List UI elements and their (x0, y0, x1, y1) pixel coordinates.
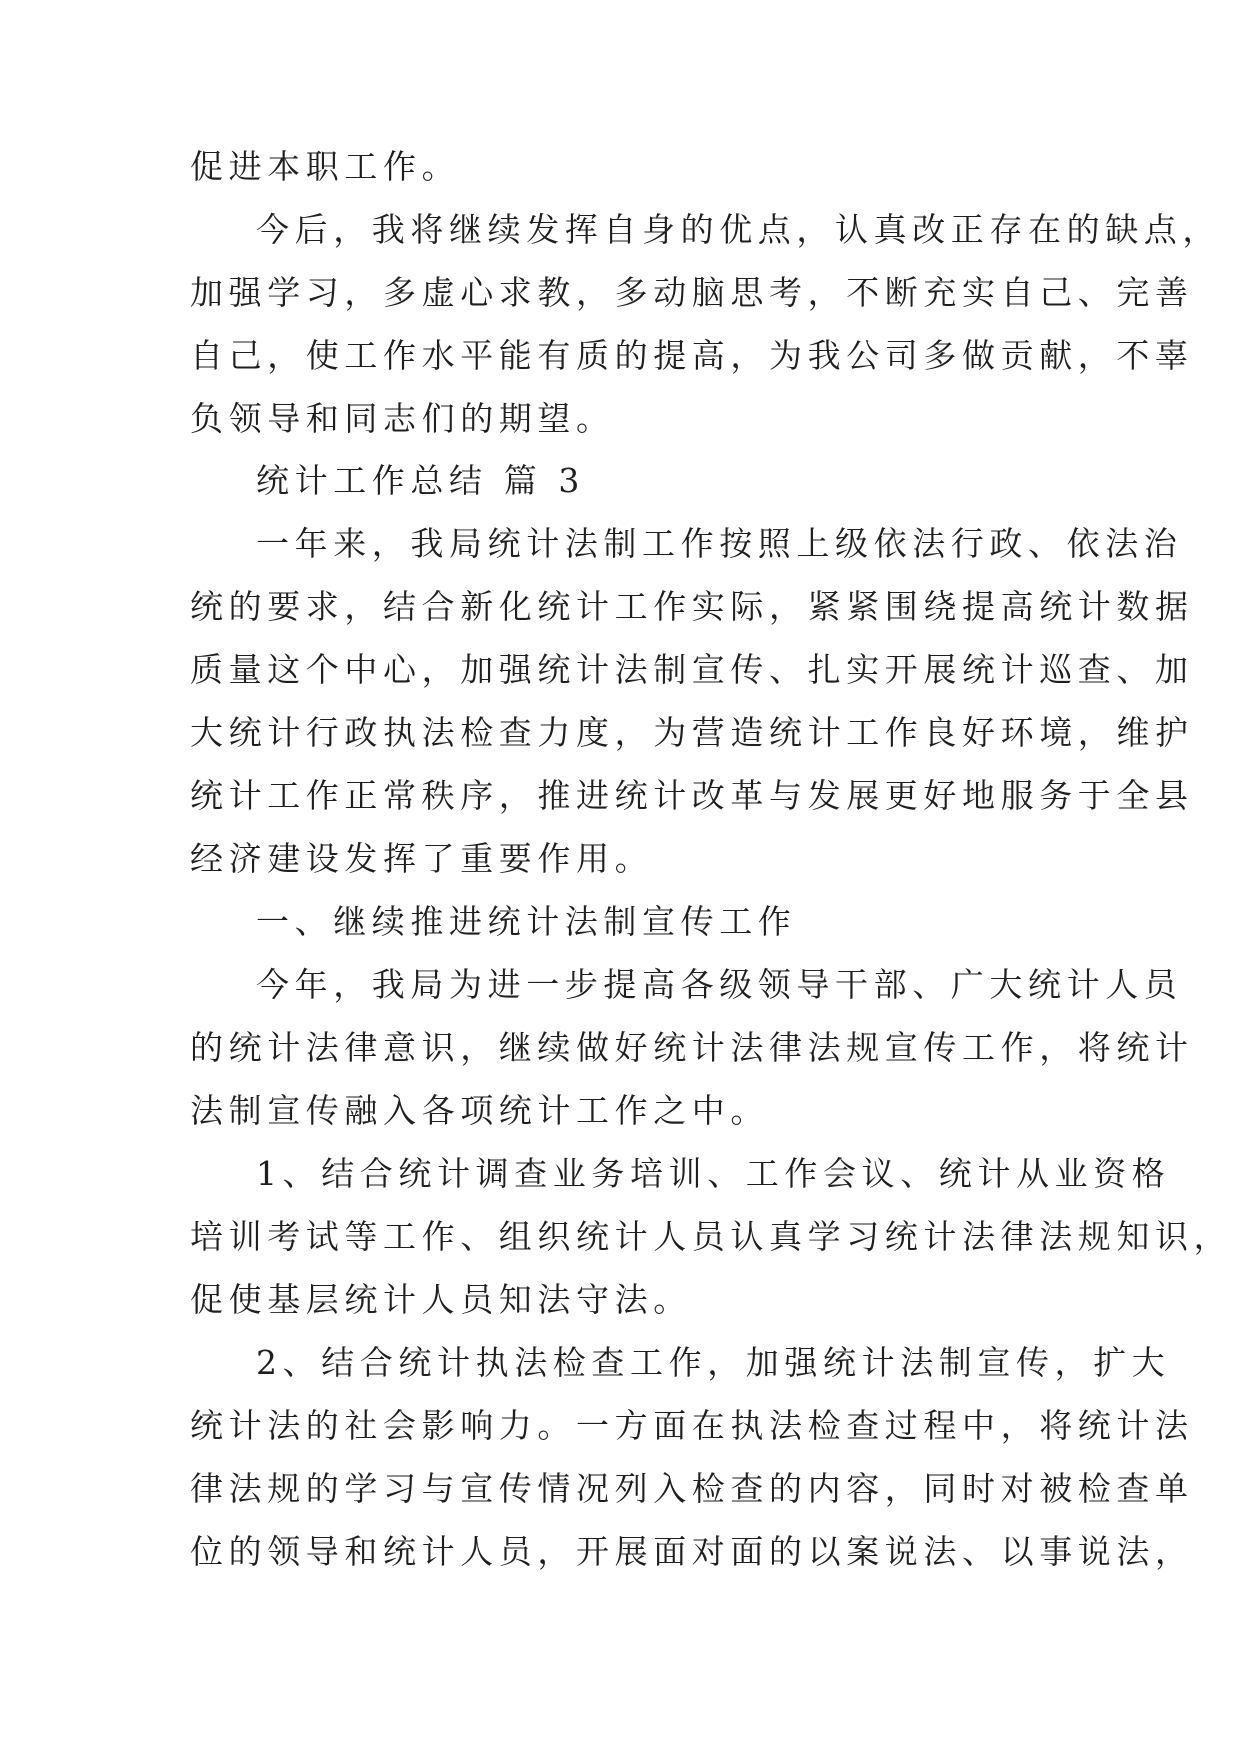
list-item-line: 1、结合统计调查业务培训、工作会议、统计从业资格 (256, 1154, 1171, 1193)
list-item-line: 律法规的学习与宣传情况列入检查的内容，同时对被检查单 (190, 1469, 1194, 1508)
list-item-line: 位的领导和统计人员，开展面对面的以案说法、以事说法， (190, 1532, 1194, 1571)
subsection-heading: 一、继续推进统计法制宣传工作 (256, 902, 797, 941)
paragraph-line: 的统计法律意识，继续做好统计法律法规宣传工作，将统计 (190, 1028, 1194, 1067)
paragraph-line: 统计工作正常秩序，推进统计改革与发展更好地服务于全县 (190, 776, 1194, 815)
paragraph-line: 今年，我局为进一步提高各级领导干部、广大统计人员 (256, 965, 1183, 1004)
paragraph-line: 今后，我将继续发挥自身的优点，认真改正存在的缺点， (256, 210, 1221, 249)
list-item-line: 促使基层统计人员知法守法。 (190, 1280, 692, 1319)
list-item-line: 2、结合统计执法检查工作，加强统计法制宣传，扩大 (256, 1343, 1171, 1382)
paragraph-line: 负领导和同志们的期望。 (190, 399, 615, 438)
paragraph-line: 经济建设发挥了重要作用。 (190, 839, 654, 878)
previous-section-conclusion (190, 135, 1221, 450)
paragraph-line: 法制宣传融入各项统计工作之中。 (190, 1091, 769, 1130)
paragraph-line: 自己，使工作水平能有质的提高，为我公司多做贡献，不辜 (190, 336, 1194, 375)
paragraph-line: 加强学习，多虚心求教，多动脑思考，不断充实自己、完善 (190, 273, 1194, 312)
paragraph-line: 一年来，我局统计法制工作按照上级依法行政、依法治 (256, 524, 1183, 563)
paragraph-line: 大统计行政执法检查力度，为营造统计工作良好环境，维护 (190, 713, 1194, 752)
paragraph-line: 促进本职工作。 (190, 147, 461, 186)
list-item-line: 培训考试等工作、组织统计人员认真学习统计法律法规知识， (190, 1217, 1233, 1256)
list-item-line: 统计法的社会影响力。一方面在执法检查过程中，将统计法 (190, 1406, 1194, 1445)
paragraph-line: 质量这个中心，加强统计法制宣传、扎实开展统计巡查、加 (190, 650, 1194, 689)
paragraph-line: 统的要求，结合新化统计工作实际，紧紧围绕提高统计数据 (190, 587, 1194, 626)
section-body (190, 449, 1233, 1583)
section-heading: 统计工作总结 篇 3 (256, 461, 585, 500)
